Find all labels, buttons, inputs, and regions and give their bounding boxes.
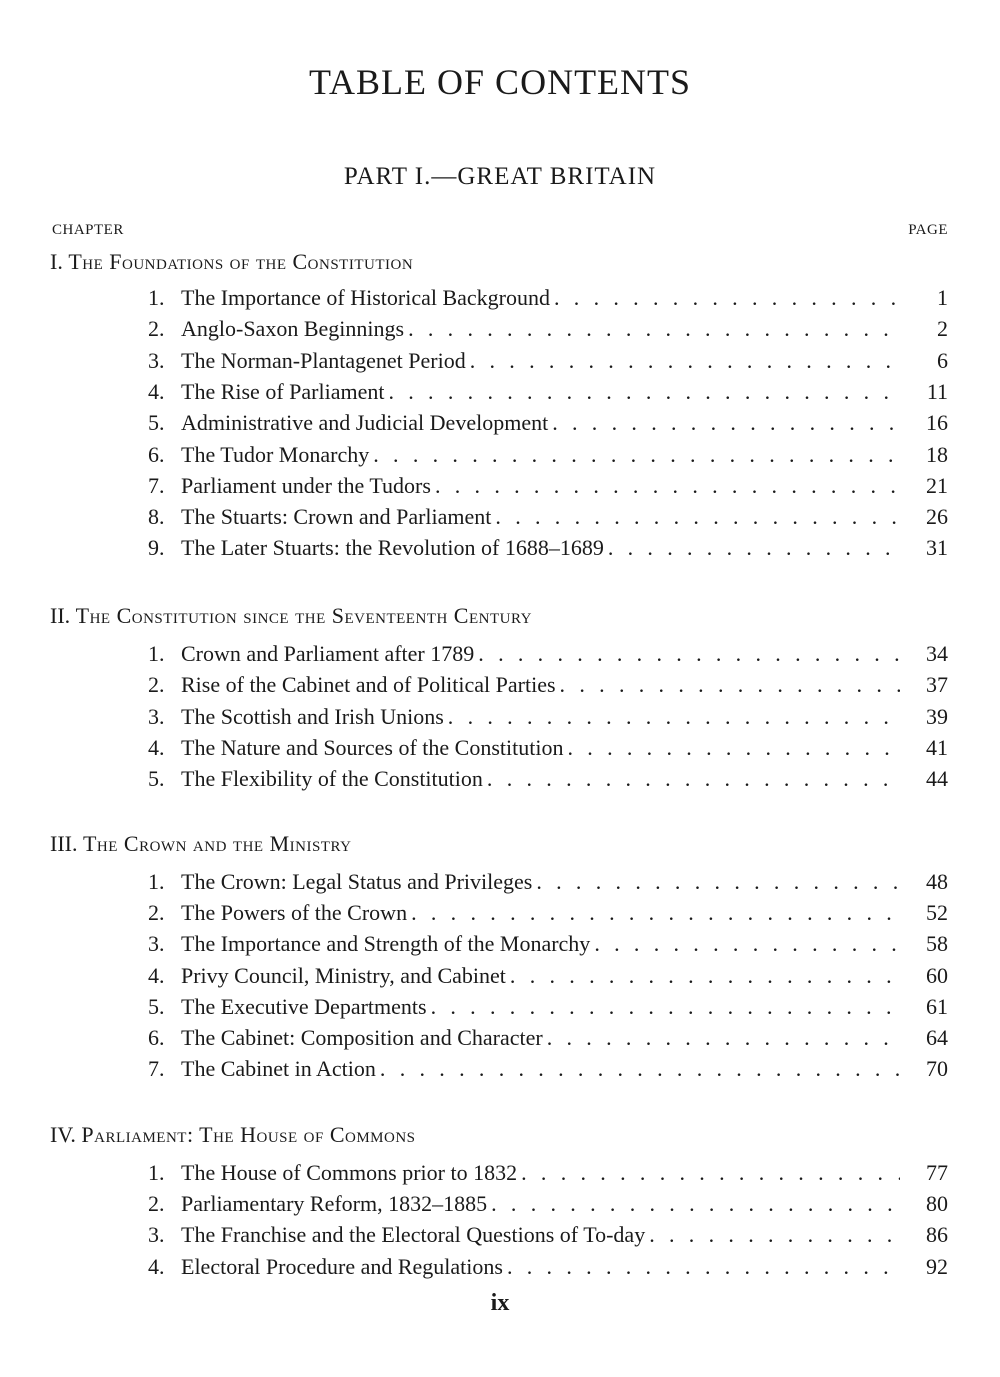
toc-entry: [148, 669, 948, 700]
section-number: 2.: [148, 316, 165, 341]
toc-entry: [148, 763, 948, 794]
page-number: 26: [926, 504, 948, 529]
page-column-label: PAGE: [908, 222, 948, 238]
page-number: 31: [926, 535, 948, 560]
dot-leader: [521, 1157, 900, 1188]
dot-leader: [478, 638, 900, 669]
section-number: 6.: [148, 1025, 165, 1050]
section-title: The Stuarts: Crown and Parliament: [181, 504, 492, 529]
section-number: 4.: [148, 1254, 165, 1279]
part-heading: PART I.—GREAT BRITAIN: [343, 163, 657, 190]
page-number: 52: [926, 900, 948, 925]
dot-leader: [435, 470, 900, 501]
dot-leader: [408, 313, 900, 344]
chapter-numeral: III.: [50, 831, 78, 856]
dot-leader: [431, 991, 900, 1022]
section-title: The Nature and Sources of the Constitution: [181, 735, 564, 760]
toc-entry: [148, 1219, 948, 1250]
toc-entry: [148, 928, 948, 959]
toc-entry: [148, 470, 948, 501]
section-title: The Executive Departments: [181, 994, 427, 1019]
dot-leader: [594, 928, 900, 959]
toc-entry: [148, 532, 948, 563]
dot-leader: [554, 282, 900, 313]
section-number: 3.: [148, 348, 165, 373]
toc-entry: [148, 866, 948, 897]
page-number: 70: [926, 1056, 948, 1081]
section-number: 3.: [148, 1222, 165, 1247]
page-folio: ix: [490, 1290, 510, 1316]
section-title: The Importance of Historical Background: [181, 285, 550, 310]
toc-entry: [148, 960, 948, 991]
toc-entry: [148, 282, 948, 313]
chapter-title: The Constitution since the Seventeenth Century: [75, 603, 532, 628]
toc-entry: [148, 701, 948, 732]
dot-leader: [608, 532, 900, 563]
dot-leader: [448, 701, 900, 732]
section-title: Administrative and Judicial Development: [181, 410, 549, 435]
dot-leader: [552, 407, 900, 438]
toc-entry: [148, 376, 948, 407]
section-title: The Tudor Monarchy: [181, 442, 370, 467]
page-number: 92: [926, 1254, 948, 1279]
page-number: 41: [926, 735, 948, 760]
chapter-numeral: II.: [50, 603, 71, 628]
dot-leader: [510, 960, 900, 991]
section-title: The Importance and Strength of the Monarchy: [181, 931, 591, 956]
section-number: 4.: [148, 735, 165, 760]
page-number: 39: [926, 704, 948, 729]
section-title: Crown and Parliament after 1789: [181, 641, 475, 666]
section-title: Privy Council, Ministry, and Cabinet: [181, 963, 506, 988]
section-title: The House of Commons prior to 1832: [181, 1160, 518, 1185]
section-title: Parliament under the Tudors: [181, 473, 431, 498]
section-title: The Norman-Plantagenet Period: [181, 348, 466, 373]
chapter-heading: [50, 248, 413, 276]
section-number: 9.: [148, 535, 165, 560]
section-number: 3.: [148, 704, 165, 729]
toc-entry: [148, 991, 948, 1022]
page-number: 6: [937, 348, 948, 373]
section-number: 5.: [148, 766, 165, 791]
section-title: The Flexibility of the Constitution: [181, 766, 483, 791]
page-number: 61: [926, 994, 948, 1019]
toc-entry: [148, 732, 948, 763]
section-number: 2.: [148, 1191, 165, 1216]
dot-leader: [470, 345, 900, 376]
page-number: 64: [926, 1025, 948, 1050]
toc-entry: [148, 501, 948, 532]
section-title: Electoral Procedure and Regulations: [181, 1254, 503, 1279]
page-number: 18: [926, 442, 948, 467]
toc-entry: [148, 439, 948, 470]
page-number: 44: [926, 766, 948, 791]
section-title: The Rise of Parliament: [181, 379, 385, 404]
section-title: The Scottish and Irish Unions: [181, 704, 444, 729]
chapter-title: The Crown and the Ministry: [82, 831, 352, 856]
chapter-title: The Foundations of the Constitution: [68, 249, 414, 274]
dot-leader: [567, 732, 900, 763]
page-number: 11: [926, 379, 948, 404]
section-title: The Crown: Legal Status and Privileges: [181, 869, 533, 894]
page-number: 1: [937, 285, 948, 310]
toc-entry: [148, 638, 948, 669]
section-title: Rise of the Cabinet and of Political Parties: [181, 672, 556, 697]
toc-entry: [148, 1022, 948, 1053]
page-number: 16: [926, 410, 948, 435]
page-number: 58: [926, 931, 948, 956]
section-number: 4.: [148, 379, 165, 404]
section-number: 2.: [148, 900, 165, 925]
section-number: 5.: [148, 994, 165, 1019]
section-number: 1.: [148, 1160, 165, 1185]
page-number: 21: [926, 473, 948, 498]
page-number: 77: [926, 1160, 948, 1185]
page-number: 48: [926, 869, 948, 894]
toc-entry: [148, 1053, 948, 1084]
toc-entry: [148, 897, 948, 928]
dot-leader: [507, 1251, 900, 1282]
dot-leader: [560, 669, 900, 700]
dot-leader: [495, 501, 900, 532]
chapter-numeral: IV.: [50, 1122, 76, 1147]
chapter-heading: [50, 830, 351, 858]
toc-entry: [148, 313, 948, 344]
toc-entry: [148, 1251, 948, 1282]
section-title: The Later Stuarts: the Revolution of 1688–1689: [181, 535, 604, 560]
dot-leader: [487, 763, 900, 794]
section-number: 5.: [148, 410, 165, 435]
toc-entry: [148, 1188, 948, 1219]
toc-entry: [148, 345, 948, 376]
page-number: 34: [926, 641, 948, 666]
chapter-numeral: I.: [50, 249, 63, 274]
page-number: 2: [937, 316, 948, 341]
section-title: Anglo-Saxon Beginnings: [181, 316, 405, 341]
section-number: 1.: [148, 641, 165, 666]
section-number: 1.: [148, 285, 165, 310]
section-title: The Cabinet in Action: [181, 1056, 376, 1081]
chapter-heading: [50, 602, 532, 630]
dot-leader: [373, 439, 900, 470]
section-number: 7.: [148, 473, 165, 498]
page-number: 86: [926, 1222, 948, 1247]
chapter-heading: [50, 1121, 416, 1149]
dot-leader: [547, 1022, 900, 1053]
section-number: 4.: [148, 963, 165, 988]
section-title: The Powers of the Crown: [181, 900, 408, 925]
section-number: 7.: [148, 1056, 165, 1081]
section-title: The Cabinet: Composition and Character: [181, 1025, 543, 1050]
page-title: TABLE OF CONTENTS: [308, 62, 692, 102]
section-number: 8.: [148, 504, 165, 529]
section-number: 3.: [148, 931, 165, 956]
dot-leader: [411, 897, 900, 928]
page-number: 80: [926, 1191, 948, 1216]
section-number: 2.: [148, 672, 165, 697]
dot-leader: [536, 866, 900, 897]
dot-leader: [388, 376, 900, 407]
chapter-column-label: CHAPTER: [52, 222, 124, 238]
section-number: 1.: [148, 869, 165, 894]
dot-leader: [491, 1188, 900, 1219]
section-title: Parliamentary Reform, 1832–1885: [181, 1191, 488, 1216]
page-number: 37: [926, 672, 948, 697]
section-number: 6.: [148, 442, 165, 467]
toc-entry: [148, 1157, 948, 1188]
toc-entry: [148, 407, 948, 438]
dot-leader: [649, 1219, 900, 1250]
dot-leader: [380, 1053, 900, 1084]
chapter-title: Parliament: The House of Commons: [81, 1122, 416, 1147]
section-title: The Franchise and the Electoral Questions of To-day: [181, 1222, 646, 1247]
page-number: 60: [926, 963, 948, 988]
